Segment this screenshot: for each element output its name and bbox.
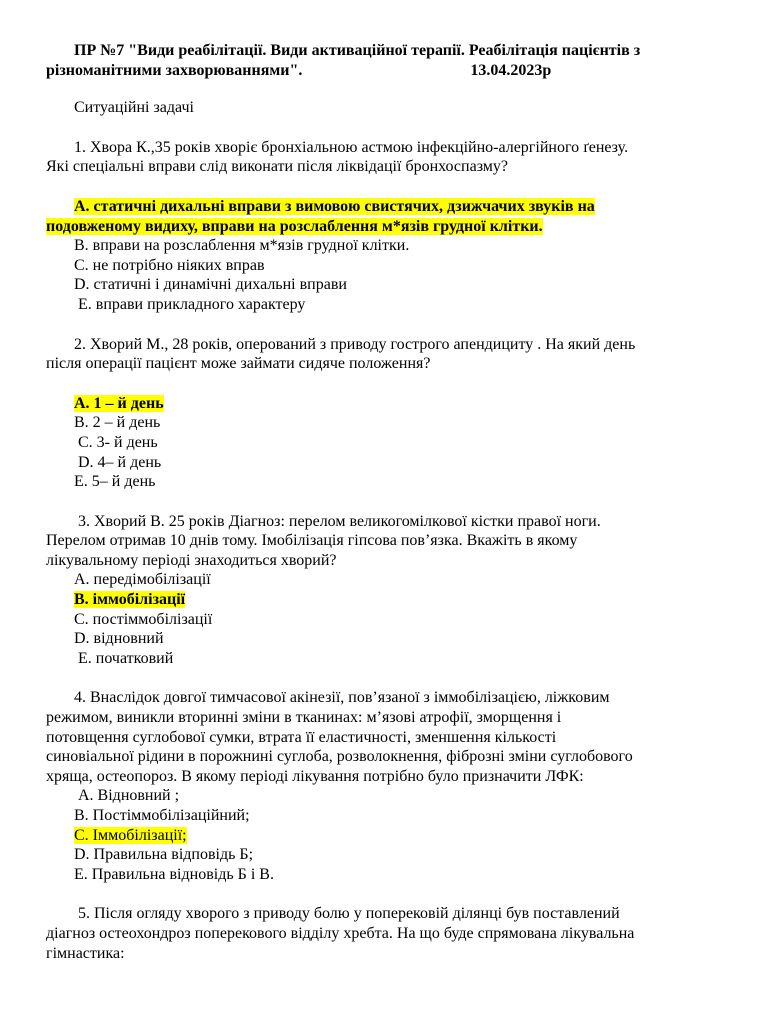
question-text-line: гімнастика: <box>46 944 125 962</box>
question-text-line: після операції пацієнт може займати сидяче положення? <box>46 355 431 373</box>
correct-answer-line <box>46 217 726 237</box>
question-text-line: 3. Хворий В. 25 років Діагноз: перелом великогомілкової кістки правої ноги. <box>78 512 601 530</box>
question-1 <box>46 138 726 315</box>
correct-answer-line <box>46 394 726 414</box>
correct-answer-line <box>46 197 726 217</box>
answer-option: A. передімобілізації <box>74 571 211 589</box>
correct-answer-line <box>46 826 726 846</box>
section-title: Ситуаційні задачі <box>74 99 194 117</box>
question-text-line: 1. Хвора К.,35 років хворіє бронхіальною астмою інфекційно-алергійного ґенезу. <box>74 138 629 156</box>
answer-option: D. статичні і динамічні дихальні вправи <box>74 276 347 294</box>
answer-option: E. вправи прикладного характеру <box>78 295 306 313</box>
answer-option: B. Постіммобілізаційний; <box>74 807 250 824</box>
answer-option: E. 5– й день <box>74 473 156 491</box>
highlighted-answer: C. Іммобілізації; <box>74 826 187 844</box>
document-page <box>46 41 726 963</box>
question-text-line: 2. Хворий М., 28 років, оперований з приводу гострого апендициту . На який день <box>74 335 636 353</box>
answer-option: D. відновний <box>74 630 164 648</box>
question-text-line: 5. Після огляду хворого з приводу болю у поперековій ділянці був поставлений <box>78 905 620 923</box>
question-text-line: хряща, остеопороз. В якому періоді лікування потрібно було призначити ЛФК: <box>46 767 584 785</box>
header-line-2 <box>46 61 726 81</box>
answer-option: B. 2 – й день <box>74 414 161 432</box>
question-2 <box>46 335 726 492</box>
highlighted-answer: B. іммобілізації <box>74 591 186 609</box>
answer-option: E. початковий <box>78 649 174 667</box>
highlighted-answer: A. 1 – й день <box>74 394 164 412</box>
question-text-line: потовщення суглобової сумки, втрата її еластичності, зменшення кількості <box>46 728 557 746</box>
answer-option: C. не потрібно ніяких вправ <box>74 256 265 274</box>
question-text-line: режимом, виникли вторинні зміни в тканинах: м’язові атрофії, зморщення і <box>46 709 562 727</box>
answer-option: C. постіммобілізації <box>74 610 213 628</box>
header-line-1: ПР №7 "Види реабілітації. Види активаційної терапії. Реабілітація пацієнтів з <box>74 42 641 59</box>
question-4 <box>46 688 726 884</box>
answer-option: C. 3- й день <box>78 433 158 451</box>
answer-option: A. Відновний ; <box>78 787 180 805</box>
header-date: 13.04.2023р <box>470 61 552 79</box>
header-title-end: різноманітними захворюваннями". <box>46 61 303 79</box>
highlighted-answer: А. статичні дихальні вправи з вимовою свистячих, дзижчачих звуків на <box>74 197 595 215</box>
question-3 <box>46 512 726 669</box>
question-text-line: синовіальної рідини в порожнині суглоба, розволокнення, фіброзні зміни суглобового <box>46 748 633 766</box>
question-text-line: Які спеціальні вправи слід виконати після ліквідації бронхоспазму? <box>46 158 509 176</box>
question-text-line: лікувальному періоді знаходиться хворий? <box>46 551 337 569</box>
question-text-line: діагноз остеохондроз поперекового відділу хребта. На що буде спрямована лікувальна <box>46 924 635 942</box>
answer-option: D. 4– й день <box>78 453 162 471</box>
correct-answer-line <box>46 590 726 610</box>
answer-option: D. Правильна відповідь Б; <box>74 846 254 864</box>
answer-option: B. вправи на розслаблення м*язів грудної клітки. <box>74 237 410 255</box>
question-text-line: 4. Внаслідок довгої тимчасової акінезії, пов’язаної з іммобілізацією, ліжковим <box>74 689 610 707</box>
question-5 <box>46 904 726 963</box>
question-text-line: Перелом отримав 10 днів тому. Імобілізація гіпсова пов’язка. Вкажіть в якому <box>46 532 578 550</box>
answer-option: E. Правильна відновідь Б і В. <box>74 865 274 883</box>
highlighted-answer: подовженому видиху, вправи на розслаблення м*язів грудної клітки. <box>46 217 543 235</box>
